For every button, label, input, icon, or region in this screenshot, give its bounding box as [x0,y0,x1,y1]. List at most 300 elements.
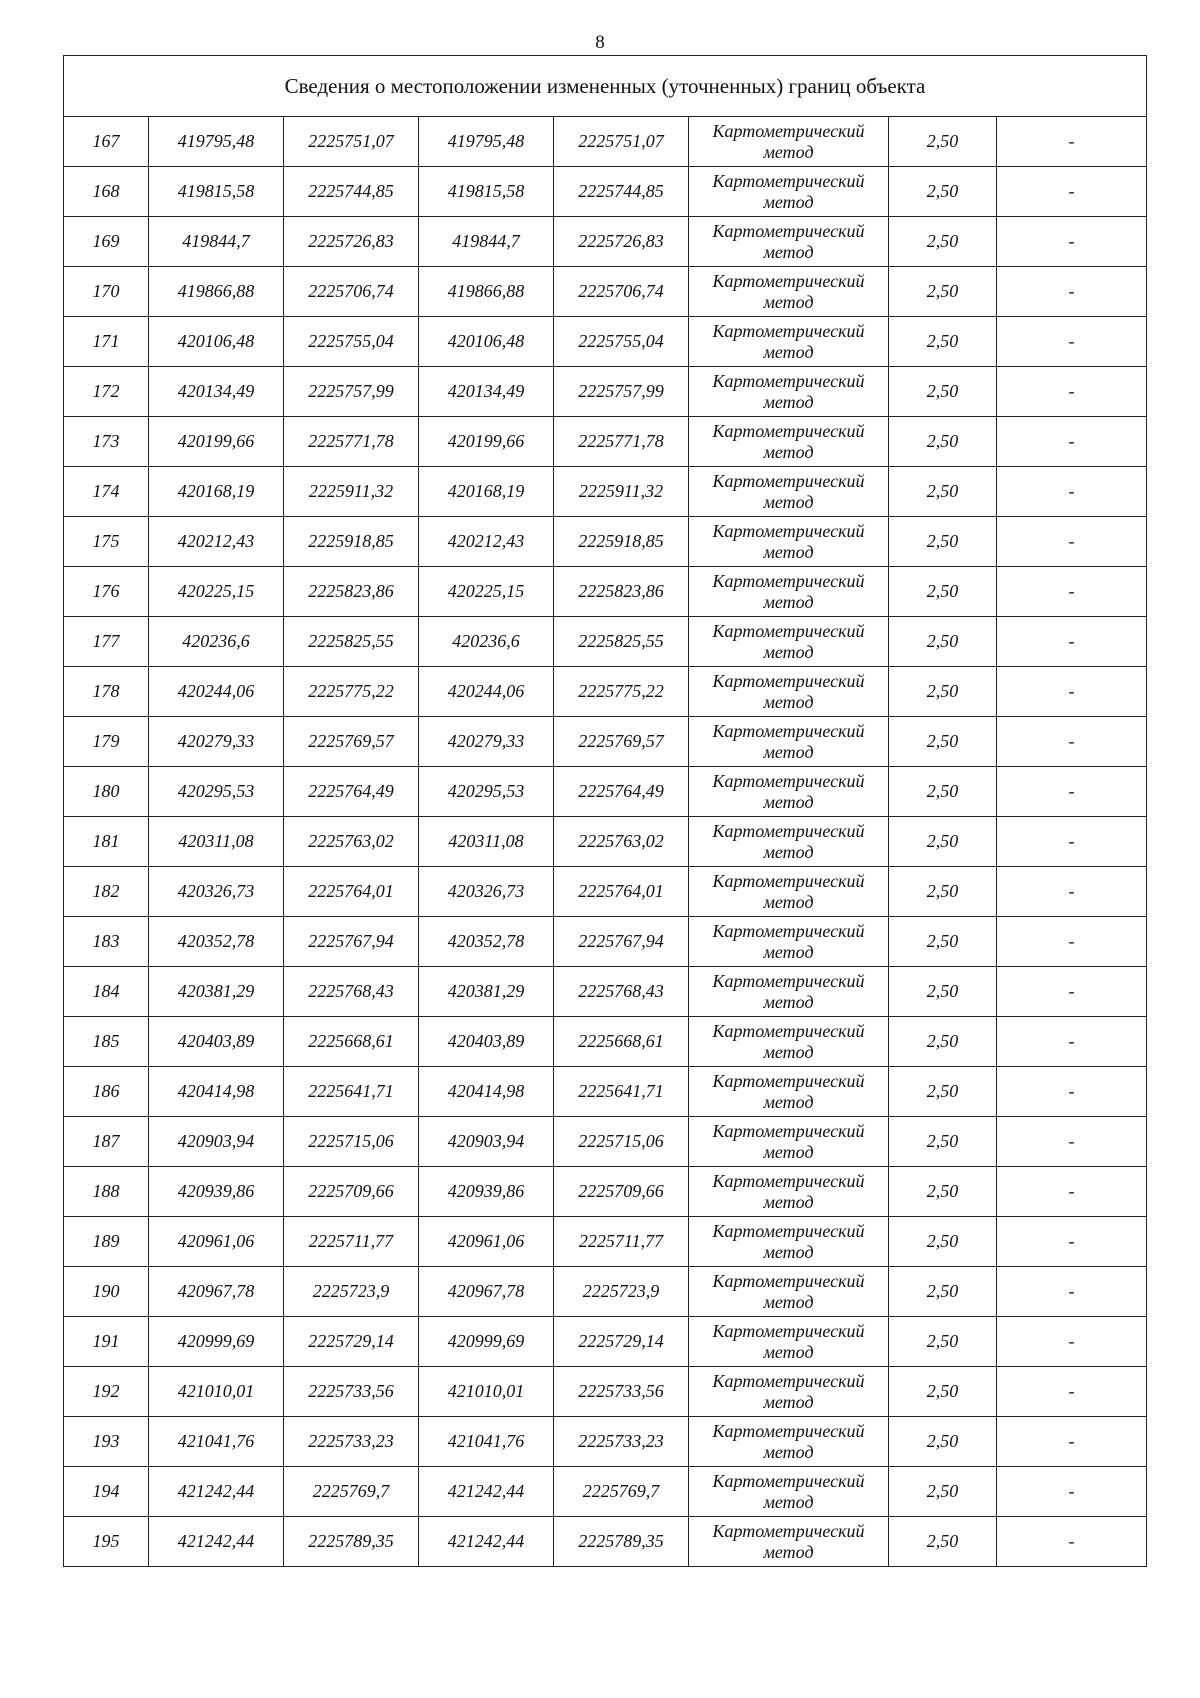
method-cell [689,1367,889,1417]
refined-x-cell: 421242,44 [419,1517,554,1567]
note-cell: - [997,1117,1147,1167]
table-row [64,867,1147,917]
point-number-cell: 168 [64,167,149,217]
table-row [64,467,1147,517]
table-row [64,667,1147,717]
point-number-cell: 193 [64,1417,149,1467]
note-cell: - [997,467,1147,517]
refined-y-cell: 2225775,22 [554,667,689,717]
existing-y-cell: 2225733,56 [284,1367,419,1417]
point-number-cell: 180 [64,767,149,817]
existing-y-cell: 2225711,77 [284,1217,419,1267]
table-row [64,1517,1147,1567]
refined-y-cell: 2225763,02 [554,817,689,867]
method-line-2: метод [763,1291,814,1312]
method-cell [689,1317,889,1367]
method-cell [689,1067,889,1117]
existing-x-cell: 420381,29 [149,967,284,1017]
refined-x-cell: 419844,7 [419,217,554,267]
point-number-cell: 176 [64,567,149,617]
note-cell: - [997,817,1147,867]
point-number-cell: 169 [64,217,149,267]
accuracy-cell: 2,50 [889,1067,997,1117]
table-row [64,567,1147,617]
refined-y-cell: 2225709,66 [554,1167,689,1217]
existing-x-cell: 420326,73 [149,867,284,917]
point-number-cell: 182 [64,867,149,917]
accuracy-cell: 2,50 [889,1467,997,1517]
existing-y-cell: 2225668,61 [284,1017,419,1067]
table-row [64,117,1147,167]
note-cell: - [997,617,1147,667]
method-cell [689,367,889,417]
refined-x-cell: 420352,78 [419,917,554,967]
method-line-1: Картометрический [712,820,865,841]
method-line-2: метод [763,941,814,962]
note-cell: - [997,1067,1147,1117]
note-cell: - [997,117,1147,167]
existing-y-cell: 2225764,01 [284,867,419,917]
existing-x-cell: 420403,89 [149,1017,284,1067]
existing-y-cell: 2225767,94 [284,917,419,967]
existing-y-cell: 2225764,49 [284,767,419,817]
existing-x-cell: 421242,44 [149,1517,284,1567]
existing-x-cell: 420168,19 [149,467,284,517]
method-line-1: Картометрический [712,370,865,391]
refined-y-cell: 2225757,99 [554,367,689,417]
accuracy-cell: 2,50 [889,1367,997,1417]
point-number-cell: 172 [64,367,149,417]
table-row [64,967,1147,1017]
point-number-cell: 183 [64,917,149,967]
refined-y-cell: 2225726,83 [554,217,689,267]
refined-x-cell: 420236,6 [419,617,554,667]
existing-y-cell: 2225918,85 [284,517,419,567]
accuracy-cell: 2,50 [889,1317,997,1367]
refined-x-cell: 420244,06 [419,667,554,717]
refined-x-cell: 420168,19 [419,467,554,517]
existing-x-cell: 420352,78 [149,917,284,967]
refined-y-cell: 2225789,35 [554,1517,689,1567]
accuracy-cell: 2,50 [889,567,997,617]
method-cell [689,217,889,267]
point-number-cell: 187 [64,1117,149,1167]
existing-x-cell: 420212,43 [149,517,284,567]
method-cell [689,1467,889,1517]
existing-x-cell: 420939,86 [149,1167,284,1217]
accuracy-cell: 2,50 [889,617,997,667]
refined-y-cell: 2225918,85 [554,517,689,567]
existing-x-cell: 419795,48 [149,117,284,167]
accuracy-cell: 2,50 [889,367,997,417]
existing-x-cell: 419866,88 [149,267,284,317]
existing-y-cell: 2225751,07 [284,117,419,167]
method-line-2: метод [763,891,814,912]
accuracy-cell: 2,50 [889,917,997,967]
accuracy-cell: 2,50 [889,467,997,517]
note-cell: - [997,1317,1147,1367]
existing-y-cell: 2225763,02 [284,817,419,867]
existing-x-cell: 420244,06 [149,667,284,717]
method-cell [689,167,889,217]
method-cell [689,117,889,167]
note-cell: - [997,1517,1147,1567]
existing-y-cell: 2225825,55 [284,617,419,667]
method-cell [689,467,889,517]
method-line-2: метод [763,741,814,762]
method-line-1: Картометрический [712,1020,865,1041]
refined-y-cell: 2225769,7 [554,1467,689,1517]
refined-y-cell: 2225715,06 [554,1117,689,1167]
point-number-cell: 186 [64,1067,149,1117]
method-cell [689,1417,889,1467]
method-line-1: Картометрический [712,520,865,541]
method-cell [689,617,889,667]
accuracy-cell: 2,50 [889,1267,997,1317]
method-cell [689,667,889,717]
method-cell [689,817,889,867]
refined-x-cell: 421010,01 [419,1367,554,1417]
method-line-2: метод [763,691,814,712]
accuracy-cell: 2,50 [889,967,997,1017]
accuracy-cell: 2,50 [889,1417,997,1467]
refined-x-cell: 420414,98 [419,1067,554,1117]
table-row [64,617,1147,667]
existing-x-cell: 420903,94 [149,1117,284,1167]
refined-y-cell: 2225769,57 [554,717,689,767]
existing-y-cell: 2225726,83 [284,217,419,267]
existing-y-cell: 2225733,23 [284,1417,419,1467]
method-line-2: метод [763,641,814,662]
table-row [64,1317,1147,1367]
refined-x-cell: 420106,48 [419,317,554,367]
table-row [64,1417,1147,1467]
method-line-1: Картометрический [712,1420,865,1441]
note-cell: - [997,1367,1147,1417]
table-row [64,767,1147,817]
note-cell: - [997,1417,1147,1467]
method-line-1: Картометрический [712,870,865,891]
table-row [64,417,1147,467]
method-line-2: метод [763,1041,814,1062]
refined-x-cell: 420903,94 [419,1117,554,1167]
point-number-cell: 189 [64,1217,149,1267]
method-cell [689,1217,889,1267]
method-line-1: Картометрический [712,470,865,491]
method-cell [689,867,889,917]
method-line-2: метод [763,141,814,162]
note-cell: - [997,217,1147,267]
point-number-cell: 175 [64,517,149,567]
method-line-1: Картометрический [712,970,865,991]
existing-x-cell: 420961,06 [149,1217,284,1267]
method-line-1: Картометрический [712,1370,865,1391]
accuracy-cell: 2,50 [889,267,997,317]
existing-y-cell: 2225789,35 [284,1517,419,1567]
table-row [64,1467,1147,1517]
method-cell [689,267,889,317]
refined-x-cell: 420326,73 [419,867,554,917]
page-number: 8 [595,32,605,53]
refined-x-cell: 420279,33 [419,717,554,767]
existing-x-cell: 420295,53 [149,767,284,817]
method-line-2: метод [763,1341,814,1362]
refined-y-cell: 2225751,07 [554,117,689,167]
existing-y-cell: 2225775,22 [284,667,419,717]
method-line-1: Картометрический [712,270,865,291]
existing-y-cell: 2225723,9 [284,1267,419,1317]
method-line-2: метод [763,241,814,262]
refined-y-cell: 2225764,49 [554,767,689,817]
method-cell [689,1117,889,1167]
note-cell: - [997,1267,1147,1317]
existing-y-cell: 2225715,06 [284,1117,419,1167]
accuracy-cell: 2,50 [889,817,997,867]
existing-y-cell: 2225771,78 [284,417,419,467]
refined-y-cell: 2225823,86 [554,567,689,617]
existing-x-cell: 420134,49 [149,367,284,417]
accuracy-cell: 2,50 [889,1217,997,1267]
method-line-2: метод [763,391,814,412]
existing-y-cell: 2225769,7 [284,1467,419,1517]
refined-y-cell: 2225911,32 [554,467,689,517]
table-row [64,367,1147,417]
refined-x-cell: 420403,89 [419,1017,554,1067]
refined-y-cell: 2225733,23 [554,1417,689,1467]
point-number-cell: 194 [64,1467,149,1517]
method-line-2: метод [763,1491,814,1512]
method-cell [689,717,889,767]
table-row [64,167,1147,217]
existing-y-cell: 2225729,14 [284,1317,419,1367]
existing-y-cell: 2225823,86 [284,567,419,617]
note-cell: - [997,917,1147,967]
method-line-1: Картометрический [712,170,865,191]
refined-x-cell: 420134,49 [419,367,554,417]
refined-y-cell: 2225729,14 [554,1317,689,1367]
existing-x-cell: 420225,15 [149,567,284,617]
note-cell: - [997,267,1147,317]
method-line-1: Картометрический [712,570,865,591]
refined-x-cell: 421242,44 [419,1467,554,1517]
method-line-1: Картометрический [712,1470,865,1491]
table-row [64,1017,1147,1067]
note-cell: - [997,717,1147,767]
point-number-cell: 173 [64,417,149,467]
refined-y-cell: 2225641,71 [554,1067,689,1117]
point-number-cell: 192 [64,1367,149,1417]
accuracy-cell: 2,50 [889,1017,997,1067]
existing-x-cell: 419844,7 [149,217,284,267]
method-cell [689,517,889,567]
method-line-2: метод [763,291,814,312]
method-line-2: метод [763,441,814,462]
method-cell [689,767,889,817]
method-line-2: метод [763,1191,814,1212]
method-line-1: Картометрический [712,620,865,641]
method-line-1: Картометрический [712,120,865,141]
method-line-1: Картометрический [712,920,865,941]
point-number-cell: 178 [64,667,149,717]
table-row [64,817,1147,867]
point-number-cell: 170 [64,267,149,317]
point-number-cell: 188 [64,1167,149,1217]
method-cell [689,917,889,967]
refined-x-cell: 420212,43 [419,517,554,567]
accuracy-cell: 2,50 [889,517,997,567]
refined-x-cell: 419815,58 [419,167,554,217]
refined-y-cell: 2225771,78 [554,417,689,467]
table-row [64,317,1147,367]
accuracy-cell: 2,50 [889,667,997,717]
point-number-cell: 185 [64,1017,149,1067]
method-line-1: Картометрический [712,1520,865,1541]
refined-x-cell: 420999,69 [419,1317,554,1367]
table-title-row [64,56,1147,117]
method-line-2: метод [763,591,814,612]
method-line-1: Картометрический [712,1220,865,1241]
point-number-cell: 191 [64,1317,149,1367]
method-cell [689,967,889,1017]
refined-y-cell: 2225733,56 [554,1367,689,1417]
accuracy-cell: 2,50 [889,867,997,917]
refined-x-cell: 420381,29 [419,967,554,1017]
refined-x-cell: 419795,48 [419,117,554,167]
refined-x-cell: 420295,53 [419,767,554,817]
existing-y-cell: 2225769,57 [284,717,419,767]
note-cell: - [997,1467,1147,1517]
point-number-cell: 184 [64,967,149,1017]
refined-x-cell: 420961,06 [419,1217,554,1267]
note-cell: - [997,417,1147,467]
accuracy-cell: 2,50 [889,1517,997,1567]
method-line-2: метод [763,1441,814,1462]
method-cell [689,567,889,617]
refined-y-cell: 2225744,85 [554,167,689,217]
method-line-1: Картометрический [712,1170,865,1191]
existing-x-cell: 421242,44 [149,1467,284,1517]
table-row [64,1167,1147,1217]
table-row [64,217,1147,267]
method-cell [689,417,889,467]
note-cell: - [997,667,1147,717]
table-row [64,1217,1147,1267]
refined-x-cell: 420225,15 [419,567,554,617]
method-line-1: Картометрический [712,1120,865,1141]
method-line-1: Картометрический [712,670,865,691]
note-cell: - [997,1217,1147,1267]
method-line-2: метод [763,1241,814,1262]
table-row [64,1267,1147,1317]
existing-y-cell: 2225755,04 [284,317,419,367]
accuracy-cell: 2,50 [889,717,997,767]
table-row [64,1067,1147,1117]
accuracy-cell: 2,50 [889,117,997,167]
accuracy-cell: 2,50 [889,767,997,817]
existing-y-cell: 2225744,85 [284,167,419,217]
table-row [64,1117,1147,1167]
point-number-cell: 190 [64,1267,149,1317]
note-cell: - [997,1017,1147,1067]
method-line-1: Картометрический [712,220,865,241]
point-number-cell: 195 [64,1517,149,1567]
refined-x-cell: 420199,66 [419,417,554,467]
note-cell: - [997,317,1147,367]
accuracy-cell: 2,50 [889,1117,997,1167]
accuracy-cell: 2,50 [889,317,997,367]
method-line-2: метод [763,991,814,1012]
accuracy-cell: 2,50 [889,217,997,267]
method-line-2: метод [763,341,814,362]
existing-x-cell: 421041,76 [149,1417,284,1467]
point-number-cell: 167 [64,117,149,167]
existing-y-cell: 2225706,74 [284,267,419,317]
table-row [64,267,1147,317]
method-line-1: Картометрический [712,320,865,341]
refined-y-cell: 2225825,55 [554,617,689,667]
method-line-2: метод [763,1141,814,1162]
existing-x-cell: 420106,48 [149,317,284,367]
table-title: Сведения о местоположении измененных (уточненных) границ объекта [64,56,1147,117]
existing-x-cell: 420999,69 [149,1317,284,1367]
refined-x-cell: 420311,08 [419,817,554,867]
point-number-cell: 179 [64,717,149,767]
method-line-2: метод [763,791,814,812]
table-row [64,717,1147,767]
method-line-1: Картометрический [712,1270,865,1291]
note-cell: - [997,517,1147,567]
existing-y-cell: 2225709,66 [284,1167,419,1217]
existing-y-cell: 2225768,43 [284,967,419,1017]
method-line-2: метод [763,1091,814,1112]
refined-y-cell: 2225723,9 [554,1267,689,1317]
note-cell: - [997,167,1147,217]
refined-x-cell: 420967,78 [419,1267,554,1317]
refined-y-cell: 2225768,43 [554,967,689,1017]
method-line-2: метод [763,1391,814,1412]
refined-y-cell: 2225668,61 [554,1017,689,1067]
point-number-cell: 171 [64,317,149,367]
table-row [64,917,1147,967]
existing-x-cell: 420199,66 [149,417,284,467]
note-cell: - [997,867,1147,917]
accuracy-cell: 2,50 [889,417,997,467]
method-cell [689,1517,889,1567]
refined-x-cell: 421041,76 [419,1417,554,1467]
refined-x-cell: 420939,86 [419,1167,554,1217]
method-line-1: Картометрический [712,720,865,741]
point-number-cell: 181 [64,817,149,867]
method-line-2: метод [763,1541,814,1562]
method-cell [689,1017,889,1067]
table-row [64,517,1147,567]
refined-x-cell: 419866,88 [419,267,554,317]
method-line-2: метод [763,541,814,562]
existing-x-cell: 421010,01 [149,1367,284,1417]
note-cell: - [997,967,1147,1017]
refined-y-cell: 2225767,94 [554,917,689,967]
boundary-coordinates-table [63,55,1147,1567]
method-line-2: метод [763,491,814,512]
method-line-1: Картометрический [712,1320,865,1341]
method-line-1: Картометрический [712,1070,865,1091]
method-line-2: метод [763,191,814,212]
accuracy-cell: 2,50 [889,167,997,217]
point-number-cell: 177 [64,617,149,667]
method-line-1: Картометрический [712,770,865,791]
note-cell: - [997,367,1147,417]
refined-y-cell: 2225711,77 [554,1217,689,1267]
